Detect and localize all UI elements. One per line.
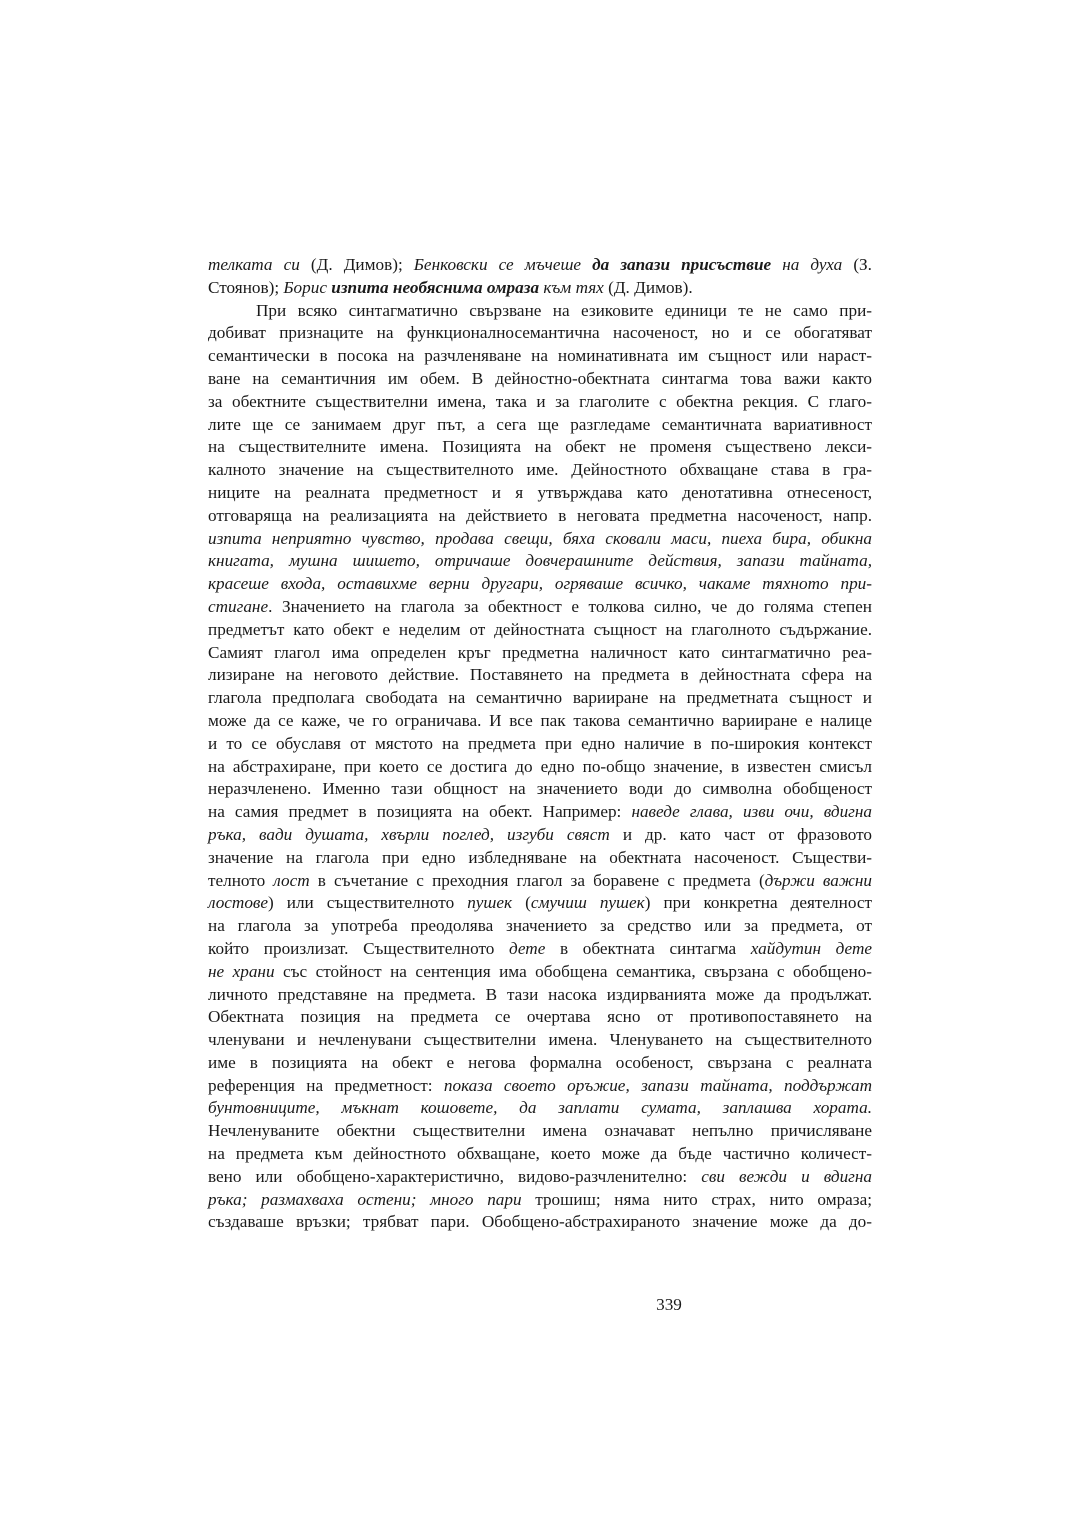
text-line <box>208 505 872 528</box>
text-segment: значение на глагола при едно избледняване на обектната насоченост. Съществи- <box>208 847 872 867</box>
text-line <box>208 961 872 984</box>
text-line <box>208 642 872 665</box>
text-line <box>208 778 872 801</box>
text-line <box>208 596 872 619</box>
text-line <box>208 619 872 642</box>
text-segment: в обектната синтагма <box>545 938 751 958</box>
italic-text: книгата, мушна шишето, отричаше довчерашните действия, запази тайната, <box>208 551 872 571</box>
bold-italic-text <box>592 255 771 274</box>
bold-italic-text-inner: да запази присъствие <box>592 255 772 274</box>
text-line <box>208 1143 872 1166</box>
text-segment: трошиш; няма нито страх, нито омраза; <box>521 1189 872 1209</box>
text-segment: и др. като част от фразовото <box>609 824 872 844</box>
text-segment: ) или съществителното <box>268 893 468 913</box>
italic-text: лостове <box>208 893 269 913</box>
text-segment: (Д. Димов). <box>603 277 693 297</box>
italic-text: смучиш пушек <box>530 893 645 913</box>
text-segment: на самия предмет в позицията на обект. Например: <box>208 802 632 822</box>
text-line <box>208 277 872 300</box>
text-segment: лизиране на неговото действие. Поставянето на предмета в дейностната сфера на <box>208 665 872 685</box>
italic-text: Бенковски се мъчеше <box>413 255 593 274</box>
body-text <box>208 254 872 1234</box>
text-segment: ниците на реалната предметност и я утвърждава като денотативна отнесеност, <box>208 482 872 502</box>
text-segment: за обектните съществителни имена, така и за глаголите с обектна рекция. С глаго- <box>208 391 872 411</box>
text-segment: калното значение на съществителното име. Дейностното обхващане става в гра- <box>208 460 872 480</box>
italic-text: телката си <box>208 255 300 274</box>
text-line <box>208 436 872 459</box>
italic-text: показа своето оръжие, запази тайната, поддържат <box>443 1075 872 1095</box>
text-line <box>208 1006 872 1029</box>
text-segment: Самият глагол има определен кръг предметна наличност като синтагматично реа- <box>208 642 872 662</box>
text-segment: (Д. Димов); <box>299 255 414 274</box>
italic-text: наведе глава, изви очи, вдигна <box>631 802 872 822</box>
italic-text: хайдутин дете <box>750 938 872 958</box>
text-line <box>208 710 872 733</box>
text-line <box>208 1097 872 1120</box>
text-line <box>208 1075 872 1098</box>
text-segment: на абстрахиране, при което се достига до едно по-общо значение, в известен смисъл <box>208 756 872 776</box>
italic-text: сви вежди и вдигна <box>701 1166 872 1186</box>
text-line <box>208 345 872 368</box>
text-segment: име в позицията на обект е негова формална особеност, свързана с реалната <box>208 1052 872 1072</box>
italic-text: дете <box>509 938 546 958</box>
italic-text: лост <box>273 870 310 890</box>
text-segment: и то се обуславя от мястото на предмета при едно наличие в по-широкия контекст <box>208 733 872 753</box>
text-segment: референция на предметност: <box>208 1075 444 1095</box>
text-segment: Стоянов); <box>208 277 284 297</box>
text-line <box>208 1029 872 1052</box>
text-line <box>208 938 872 961</box>
text-line <box>208 254 872 277</box>
text-line <box>208 528 872 551</box>
text-segment: . Значението на глагола за обектност е толкова силно, че до голяма степен <box>268 596 872 616</box>
italic-text: към тях <box>539 277 604 297</box>
italic-text: не храни <box>208 961 275 981</box>
italic-text: ръка; размахваха остени; много пари <box>208 1189 522 1209</box>
text-segment: ) при конкретна деятелност <box>644 893 872 913</box>
text-line <box>208 847 872 870</box>
text-segment: При всяко синтагматично свързване на езиковите единици те не само при- <box>256 300 872 320</box>
text-line <box>208 573 872 596</box>
text-segment: личното представяне на предмета. В тази насока издирванията може да продължат. <box>208 984 872 1004</box>
text-line <box>208 1211 872 1234</box>
text-segment: неразчленено. Именно тази общност на значението води до символна обобщеност <box>208 779 872 799</box>
text-segment: семантически в посока на разчленяване на номинативната им същност или нараст- <box>208 346 872 366</box>
italic-text: на духа <box>771 255 843 274</box>
text-line <box>208 984 872 1007</box>
text-line <box>208 664 872 687</box>
text-segment: който произлизат. Съществителното <box>208 938 509 958</box>
text-line <box>208 756 872 779</box>
bold-italic-text <box>331 278 539 297</box>
text-segment: на предмета към дейностното обхващане, което може да бъде частично количест- <box>208 1144 872 1164</box>
text-line <box>208 1189 872 1212</box>
text-segment: със стойност на сентенция има обобщена семантика, свързана с обобщено- <box>274 961 872 981</box>
italic-text: красеше входа, оставихме верни другари, огряваше всичко, чакаме тяхното при- <box>208 574 872 594</box>
text-line <box>208 414 872 437</box>
text-line <box>208 733 872 756</box>
text-segment: вено или обобщено-характеристично, видово-разчленително: <box>208 1166 702 1186</box>
text-segment: Нечленуваните обектни съществителни имена означават непълно причисляване <box>208 1121 872 1141</box>
text-segment: Обектната позиция на предмета се очертава ясно от противопоставянето на <box>208 1007 872 1027</box>
italic-text: стигане <box>208 596 269 616</box>
bold-italic-text-inner: изпита необяснима омраза <box>331 277 540 297</box>
text-line <box>208 300 872 323</box>
text-line <box>208 391 872 414</box>
text-segment: ване на семантичния им обем. В дейностно-обектната синтагма това важи както <box>208 368 872 388</box>
text-line <box>208 1120 872 1143</box>
text-segment: (З. <box>842 255 872 274</box>
italic-text: пушек <box>467 893 513 913</box>
italic-text: държи важни <box>764 870 872 890</box>
text-segment: отговаряща на реализацията на действието в неговата предметна насоченост, напр. <box>208 505 872 525</box>
text-line <box>208 687 872 710</box>
text-line <box>208 482 872 505</box>
text-line <box>208 368 872 391</box>
text-segment: в съчетание с преходния глагол за боравене с предмета ( <box>309 870 765 890</box>
italic-text: ръка, вади душата, хвърли поглед, изгуби свяст <box>208 824 610 844</box>
text-segment: може да се каже, че го ограничава. И все пак такова семантично варииране е налице <box>208 710 872 730</box>
text-segment: телното <box>208 870 274 890</box>
text-segment: създаваше връзки; трябват пари. Обобщено-абстрахираното значение може да до- <box>208 1212 872 1232</box>
text-segment: предметът като обект е неделим от дейностната същност на глаголното съдържание. <box>208 619 872 639</box>
text-line <box>208 892 872 915</box>
text-segment: на глагола за употреба преодолява значението за средство или за предмета, от <box>208 916 872 936</box>
text-line <box>208 870 872 893</box>
text-segment: лите ще се занимаем друг път, а сега ще разгледаме семантичната вариативност <box>208 414 872 434</box>
text-line <box>208 915 872 938</box>
italic-text: Борис <box>283 277 332 297</box>
text-line <box>208 550 872 573</box>
text-line <box>208 1166 872 1189</box>
italic-text: изпита неприятно чувство, продава свещи, бяха сковали маси, пиеха бира, обикна <box>208 528 872 548</box>
text-segment: добиват признаците на функционалносемантична насоченост, но и се обогатяват <box>208 323 872 343</box>
text-line <box>208 459 872 482</box>
text-line <box>208 824 872 847</box>
text-segment: на съществителните имена. Позицията на обект не променя съществено лекси- <box>208 437 872 457</box>
text-line <box>208 801 872 824</box>
text-segment: членувани и нечленувани съществителни имена. Членуването на съществителното <box>208 1030 872 1050</box>
text-line <box>208 322 872 345</box>
text-line <box>208 1052 872 1075</box>
italic-text: бунтовниците, мъкнат кошовете, да заплати сумата, заплашва хората. <box>208 1098 872 1118</box>
text-segment: ( <box>512 893 531 913</box>
page-number: 339 <box>656 1295 682 1314</box>
text-segment: глагола предполага свободата на семантично варииране на предметната същност и <box>208 688 872 708</box>
